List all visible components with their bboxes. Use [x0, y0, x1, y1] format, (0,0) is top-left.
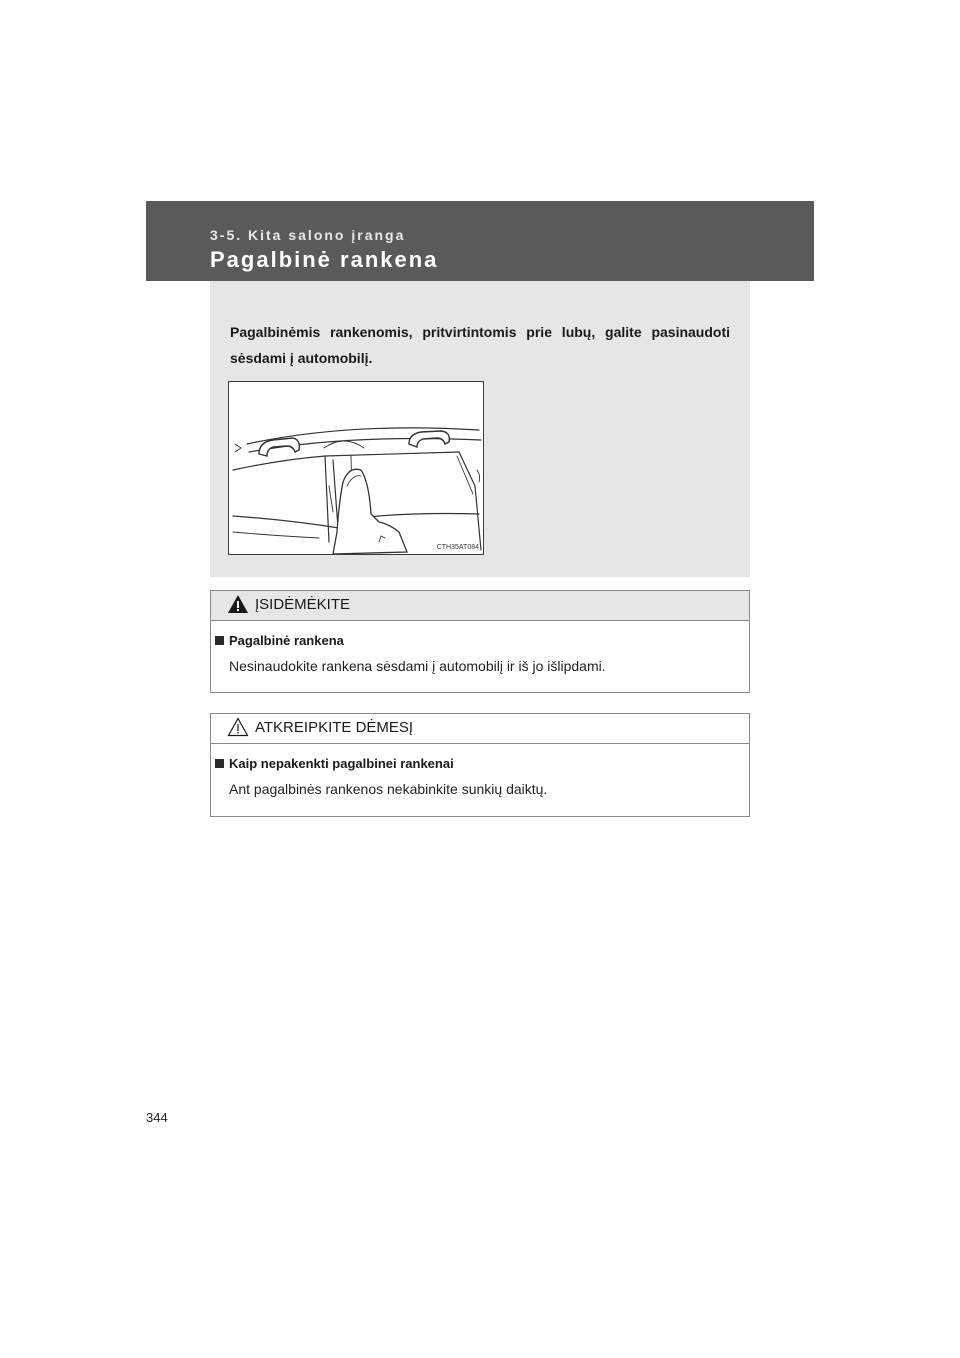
- car-interior-drawing: [229, 382, 484, 555]
- caution-box: [210, 713, 750, 817]
- warning-item-heading: [215, 633, 344, 648]
- section-label: 3-5. Kita salono įranga: [210, 227, 406, 243]
- warning-title: ĮSIDĖMĖKITE: [255, 596, 351, 613]
- warning-box: [210, 590, 750, 693]
- bullet-square-icon: [215, 636, 224, 645]
- caution-item-title: Kaip nepakenkti pagalbinei rankenai: [229, 756, 454, 771]
- caution-body: [211, 744, 749, 816]
- warning-filled-triangle-icon: [227, 594, 249, 614]
- warning-item-text: Nesinaudokite rankena sėsdami į automobilį ir iš jo išlipdami.: [229, 658, 606, 674]
- section-header-band: [146, 201, 814, 281]
- warning-header: [211, 591, 749, 621]
- page-title: Pagalbinė rankena: [210, 247, 439, 272]
- page-number: 344: [146, 1110, 168, 1125]
- caution-title: ATKREIPKITE DĖMESĮ: [255, 719, 414, 736]
- caution-item-heading: [215, 756, 454, 771]
- intro-box: [210, 281, 750, 577]
- bullet-square-icon: [215, 759, 224, 768]
- warning-item-title: Pagalbinė rankena: [229, 633, 344, 648]
- intro-text: Pagalbinėmis rankenomis, pritvirtintomis prie lubų, galite pasinaudoti sėsdami į automobilį.: [230, 324, 730, 366]
- caution-header: [211, 714, 749, 744]
- caution-outline-triangle-icon: [227, 717, 249, 737]
- warning-body: [211, 621, 749, 693]
- caution-item-text: Ant pagalbinės rankenos nekabinkite sunkių daiktų.: [229, 781, 548, 797]
- image-code: CTH35AT084: [436, 544, 479, 551]
- assist-grip-illustration: [228, 381, 484, 555]
